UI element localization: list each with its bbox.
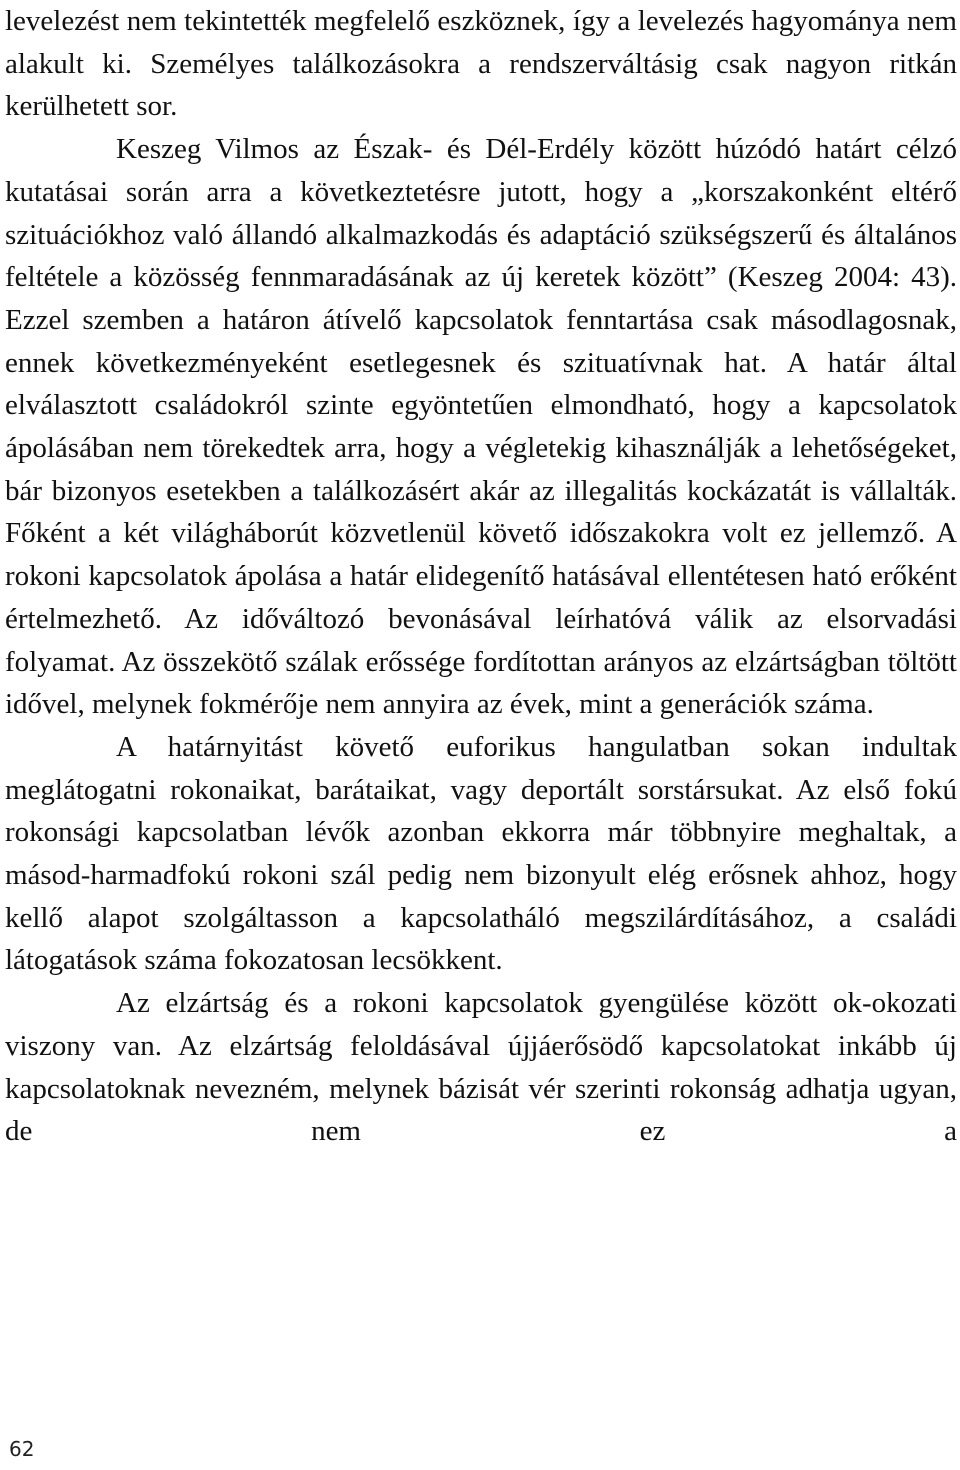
page-number: 62 [9,1437,35,1461]
paragraph-4: Az elzártság és a rokoni kapcsolatok gyengülése között ok-okozati viszony van. Az elzártság feloldásával újjáerősödő kapcsolatokat inkább új kapcsolatoknak nevezném, melynek bázisát vér szerinti rokonság adhatja ugyan, de nem ez a [5,987,957,1148]
document-page [5,0,957,1153]
paragraph-2: Keszeg Vilmos az Észak- és Dél-Erdély között húzódó határt célzó kutatásai során arra a következtetésre jutott, hogy a „korszakonként eltérő szituációkhoz való állandó alkalmazkodás és adaptáció szükségszerű és általános feltétele a közösség fennmaradásának az új keretek között” (Keszeg 2004: 43). Ezzel szemben a határon átívelő kapcsolatok fenntartása csak másodlagosnak, ennek következményeként esetlegesnek és szituatívnak hat. A határ által elválasztott családokról szinte egyöntetűen elmondható, hogy a kapcsolatok ápolásában nem törekedtek arra, hogy a végletekig kihasználják a lehetőségeket, bár bizonyos esetekben a találkozásért akár az illegalitás kockázatát is vállalták. Főként a két világháborút közvetlenül követő időszakokra volt ez jellemző. A rokoni kapcsolatok ápolása a határ elidegenítő hatásával ellentétesen ható erőként értelmezhető. Az időváltozó bevonásával leírhatóvá válik az elsorvadási folyamat. Az összekötő szálak erőssége fordítottan arányos az elzártságban töltött idővel, melynek fokmérője nem annyira az évek, mint a generációk száma. [5,133,957,721]
paragraph-3: A határnyitást követő euforikus hangulatban sokan indultak meglátogatni rokonaikat, barátaikat, vagy deportált sorstársukat. Az első fokú rokonsági kapcsolatban lévők azonban ekkorra már többnyire meghaltak, a másod-harmadfokú rokoni szál pedig nem bizonyult elég erősnek ahhoz, hogy kellő alapot szolgáltasson a kapcsolatháló megszilárdításához, a családi látogatások száma fokozatosan lecsökkent. [5,730,957,977]
paragraph-1: levelezést nem tekintették megfelelő eszköznek, így a levelezés hagyománya nem alakult ki. Személyes találkozásokra a rendszerváltásig csak nagyon ritkán kerülhetett sor. [5,5,957,123]
